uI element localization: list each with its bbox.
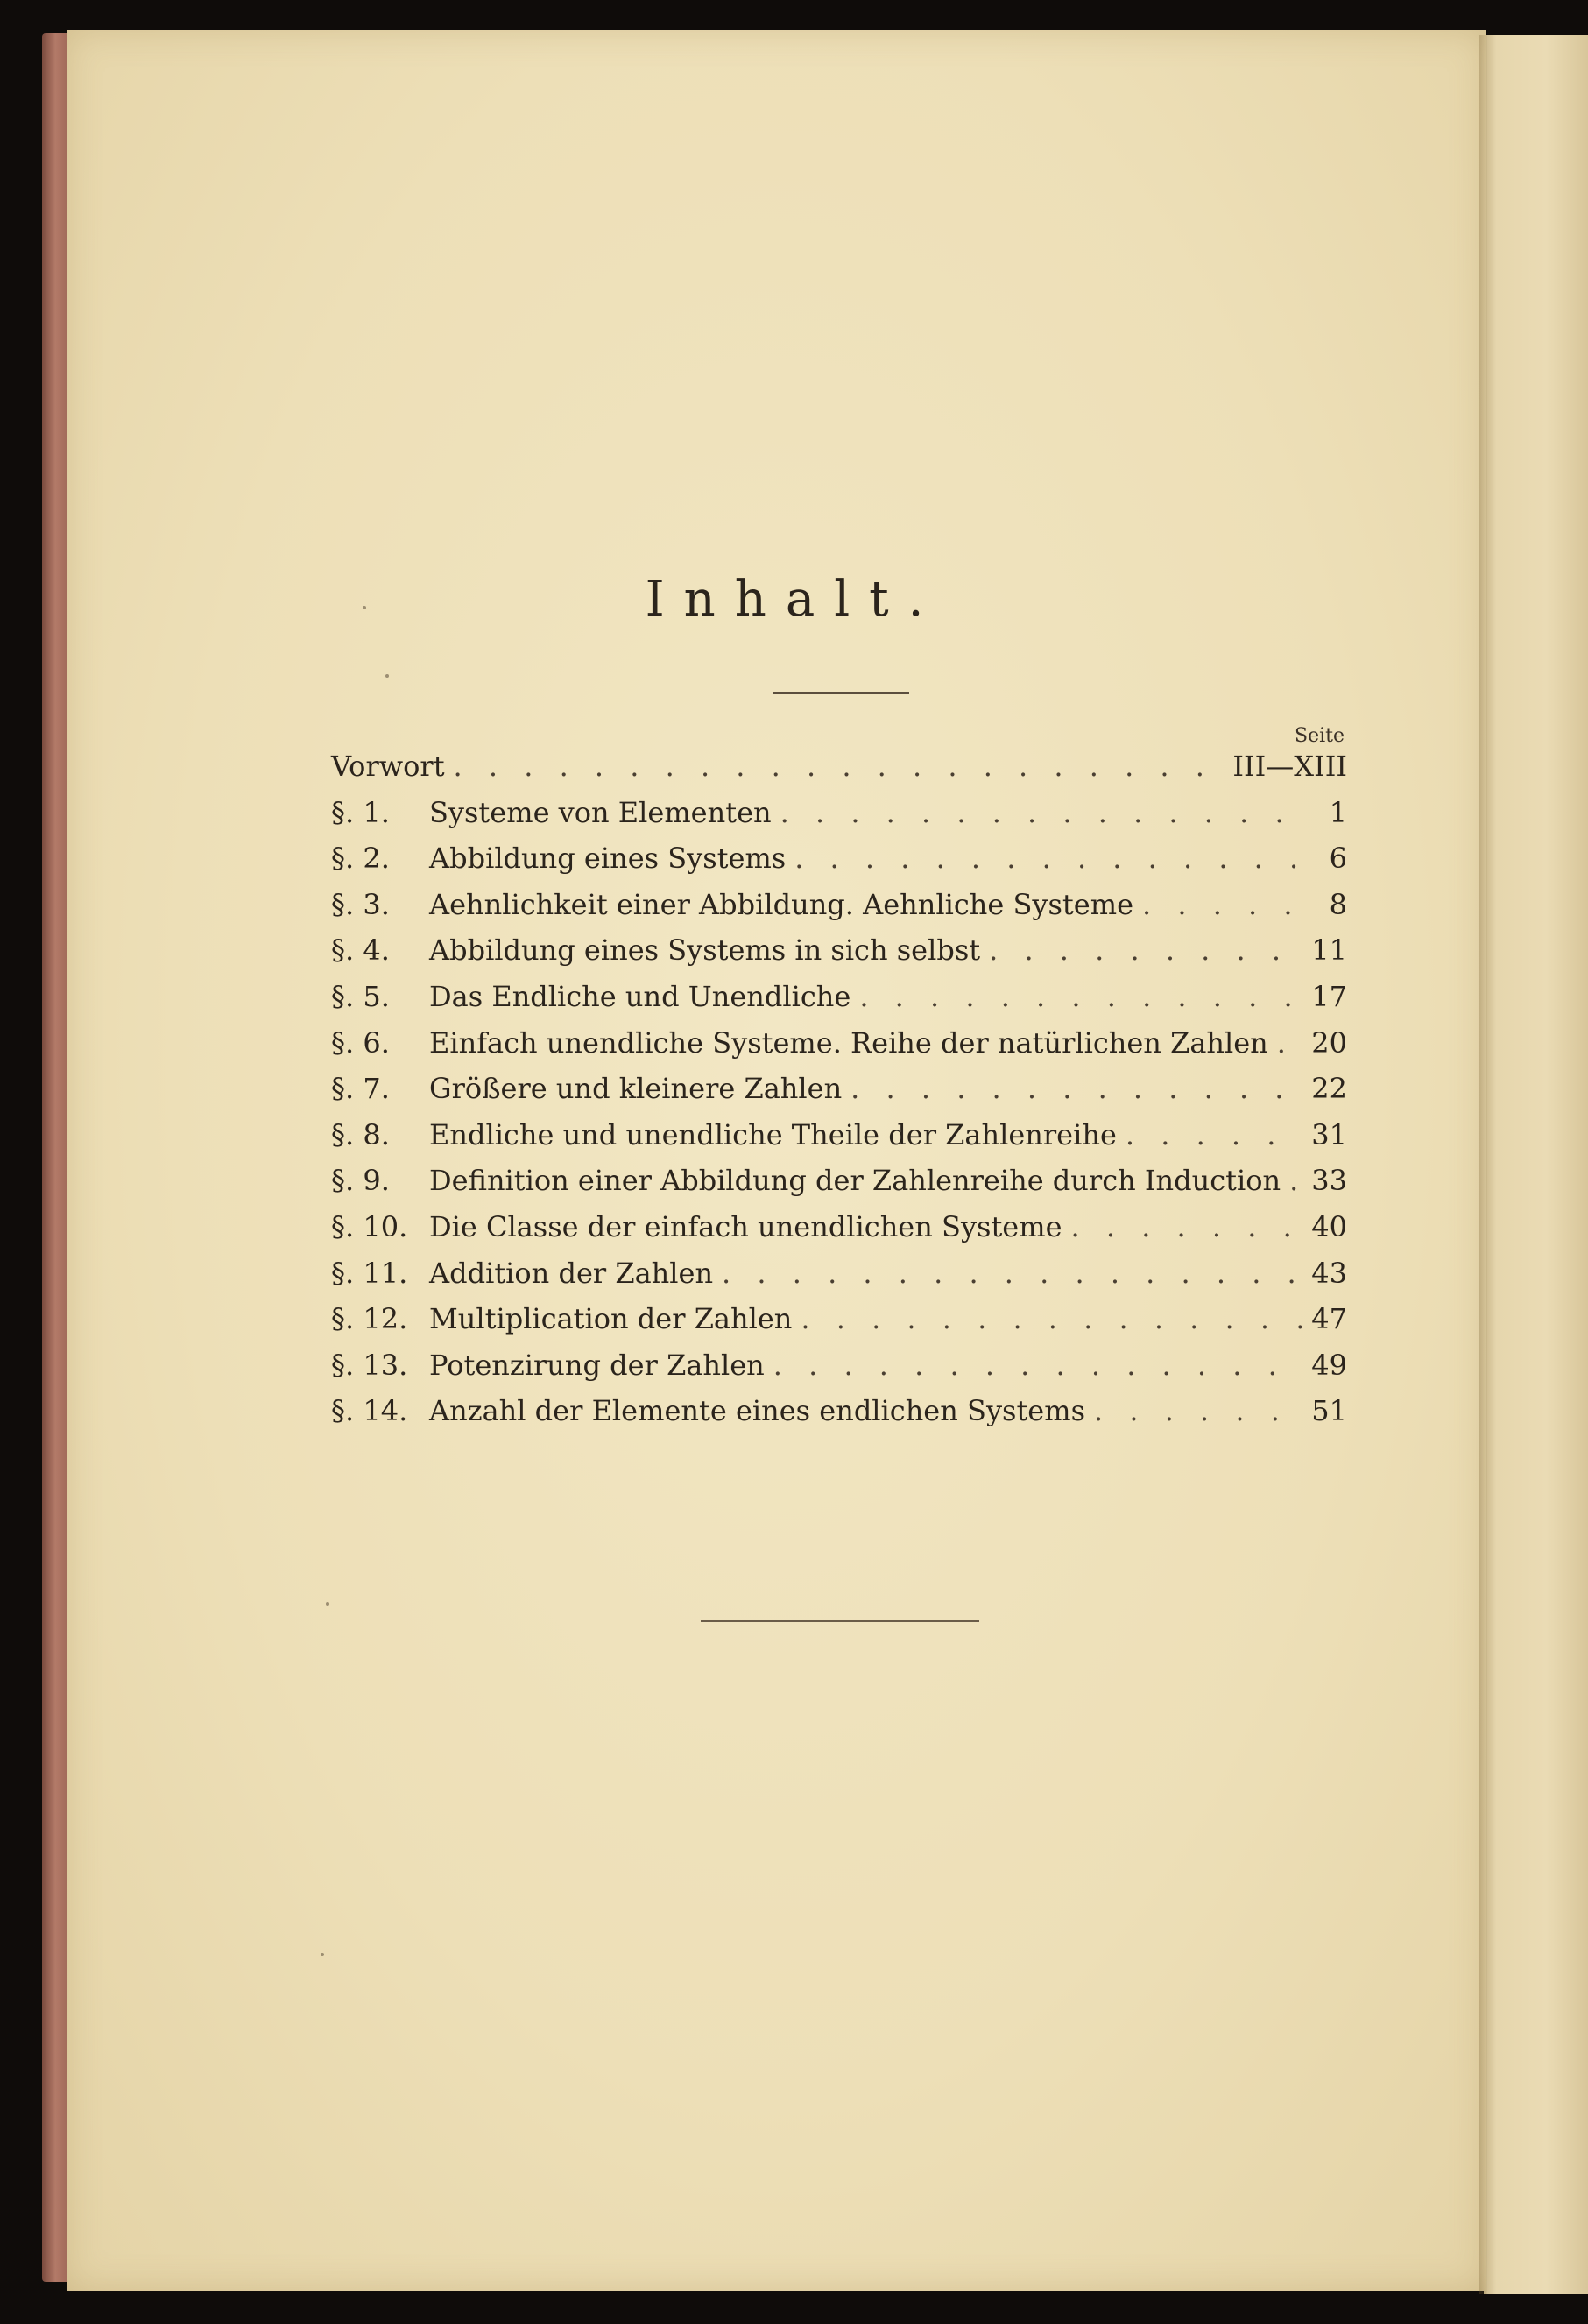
toc-entry-title: Anzahl der Elemente eines endlichen Systems [429, 1394, 1085, 1428]
toc-dot-leader [454, 750, 1225, 783]
toc-dot-leader [850, 1072, 1302, 1105]
toc-entry-title: Addition der Zahlen [429, 1256, 714, 1290]
toc-entry [331, 796, 1347, 842]
toc-entry-title: Einfach unendliche Systeme. Reihe der natürlichen Zahlen [429, 1025, 1268, 1060]
toc-section-number: §. 6. [331, 1025, 390, 1060]
toc-page-number: III—XIII [1232, 750, 1347, 783]
toc-dot-leader [722, 1257, 1302, 1290]
toc-entry-title: Abbildung eines Systems [429, 842, 787, 876]
toc-entry [331, 1257, 1347, 1303]
toc-entry-title: Größere und kleinere Zahlen [429, 1072, 843, 1106]
toc-dot-leader [773, 1349, 1303, 1382]
toc-entry [331, 1349, 1347, 1395]
toc-dot-leader [1126, 1118, 1302, 1151]
toc-page-number: 11 [1311, 933, 1347, 968]
toc-dot-leader [1071, 1210, 1303, 1243]
toc-dot-leader [794, 842, 1312, 875]
toc-page-number: 17 [1311, 979, 1347, 1013]
page-column-header: Seite [1295, 725, 1345, 747]
toc-section-number: §. 7. [331, 1072, 390, 1106]
toc-page-number: 51 [1311, 1394, 1347, 1428]
toc-entry-title: Vorwort [331, 750, 445, 783]
toc-entry [331, 933, 1347, 980]
toc-page-number: 33 [1311, 1164, 1347, 1198]
toc-section-number: §. 12. [331, 1302, 408, 1336]
paper-speck [321, 1953, 324, 1956]
toc-section-number: §. 3. [331, 887, 390, 921]
toc-dot-leader [1142, 888, 1312, 921]
toc-entry-title: Abbildung eines Systems in sich selbst [429, 933, 981, 968]
toc-entry [331, 1164, 1347, 1210]
toc-page-number: 8 [1329, 887, 1347, 921]
toc-entry [331, 842, 1347, 888]
toc-section-number: §. 10. [331, 1209, 408, 1243]
toc-entry-title: Systeme von Elementen [429, 795, 772, 829]
toc-page-number: 1 [1329, 795, 1347, 829]
toc-section-number: §. 1. [331, 795, 390, 829]
toc-page-number: 6 [1329, 842, 1347, 876]
toc-entry [331, 1026, 1347, 1073]
toc-entry-title: Potenzirung der Zahlen [429, 1348, 765, 1382]
toc-entry-title: Die Classe der einfach unendlichen Systeme [429, 1209, 1062, 1243]
toc-page-number: 49 [1311, 1348, 1347, 1382]
toc-section-number: §. 11. [331, 1256, 408, 1290]
paper-speck [363, 606, 366, 609]
toc-page-number: 22 [1311, 1072, 1347, 1106]
toc-page-number: 31 [1311, 1117, 1347, 1151]
toc-section-number: §. 13. [331, 1348, 408, 1382]
toc-entry [331, 1302, 1347, 1349]
paper-speck [326, 1602, 329, 1606]
toc-page-number: 43 [1311, 1256, 1347, 1290]
closing-divider [701, 1620, 979, 1622]
toc-dot-leader [780, 796, 1312, 829]
toc-dot-leader [859, 980, 1302, 1013]
toc-dot-leader [1094, 1394, 1302, 1427]
toc-entry [331, 1210, 1347, 1257]
toc-entry-title: Aehnlichkeit einer Abbildung. Aehnliche Systeme [429, 887, 1133, 921]
toc-entry [331, 750, 1347, 796]
toc-dot-leader [1277, 1026, 1303, 1060]
title-divider [773, 692, 909, 694]
toc-entry-title: Multiplication der Zahlen [429, 1302, 793, 1336]
toc-section-number: §. 14. [331, 1394, 408, 1428]
paper-speck [385, 674, 389, 678]
toc-entry-title: Das Endliche und Unendliche [429, 979, 851, 1013]
toc-page-number: 47 [1311, 1302, 1347, 1336]
adjacent-page-edge [1484, 35, 1588, 2294]
toc-section-number: §. 9. [331, 1164, 390, 1198]
toc-entry-title: Definition einer Abbildung der Zahlenreihe durch Induction [429, 1164, 1281, 1198]
toc-entry [331, 888, 1347, 934]
toc-entry [331, 980, 1347, 1026]
toc-dot-leader [989, 933, 1302, 967]
toc-section-number: §. 2. [331, 842, 390, 876]
toc-section-number: §. 5. [331, 979, 390, 1013]
toc-entry [331, 1118, 1347, 1165]
toc-entry [331, 1394, 1347, 1440]
toc-entry-title: Endliche und unendliche Theile der Zahlenreihe [429, 1117, 1117, 1151]
toc-dot-leader [1289, 1164, 1302, 1197]
toc-entry [331, 1072, 1347, 1118]
page-gutter [1479, 35, 1487, 2294]
toc-dot-leader [801, 1302, 1302, 1335]
page-title: Inhalt. [645, 571, 943, 628]
toc-section-number: §. 8. [331, 1117, 390, 1151]
table-of-contents [331, 750, 1347, 1440]
toc-page-number: 20 [1311, 1025, 1347, 1060]
toc-page-number: 40 [1311, 1209, 1347, 1243]
toc-section-number: §. 4. [331, 933, 390, 968]
